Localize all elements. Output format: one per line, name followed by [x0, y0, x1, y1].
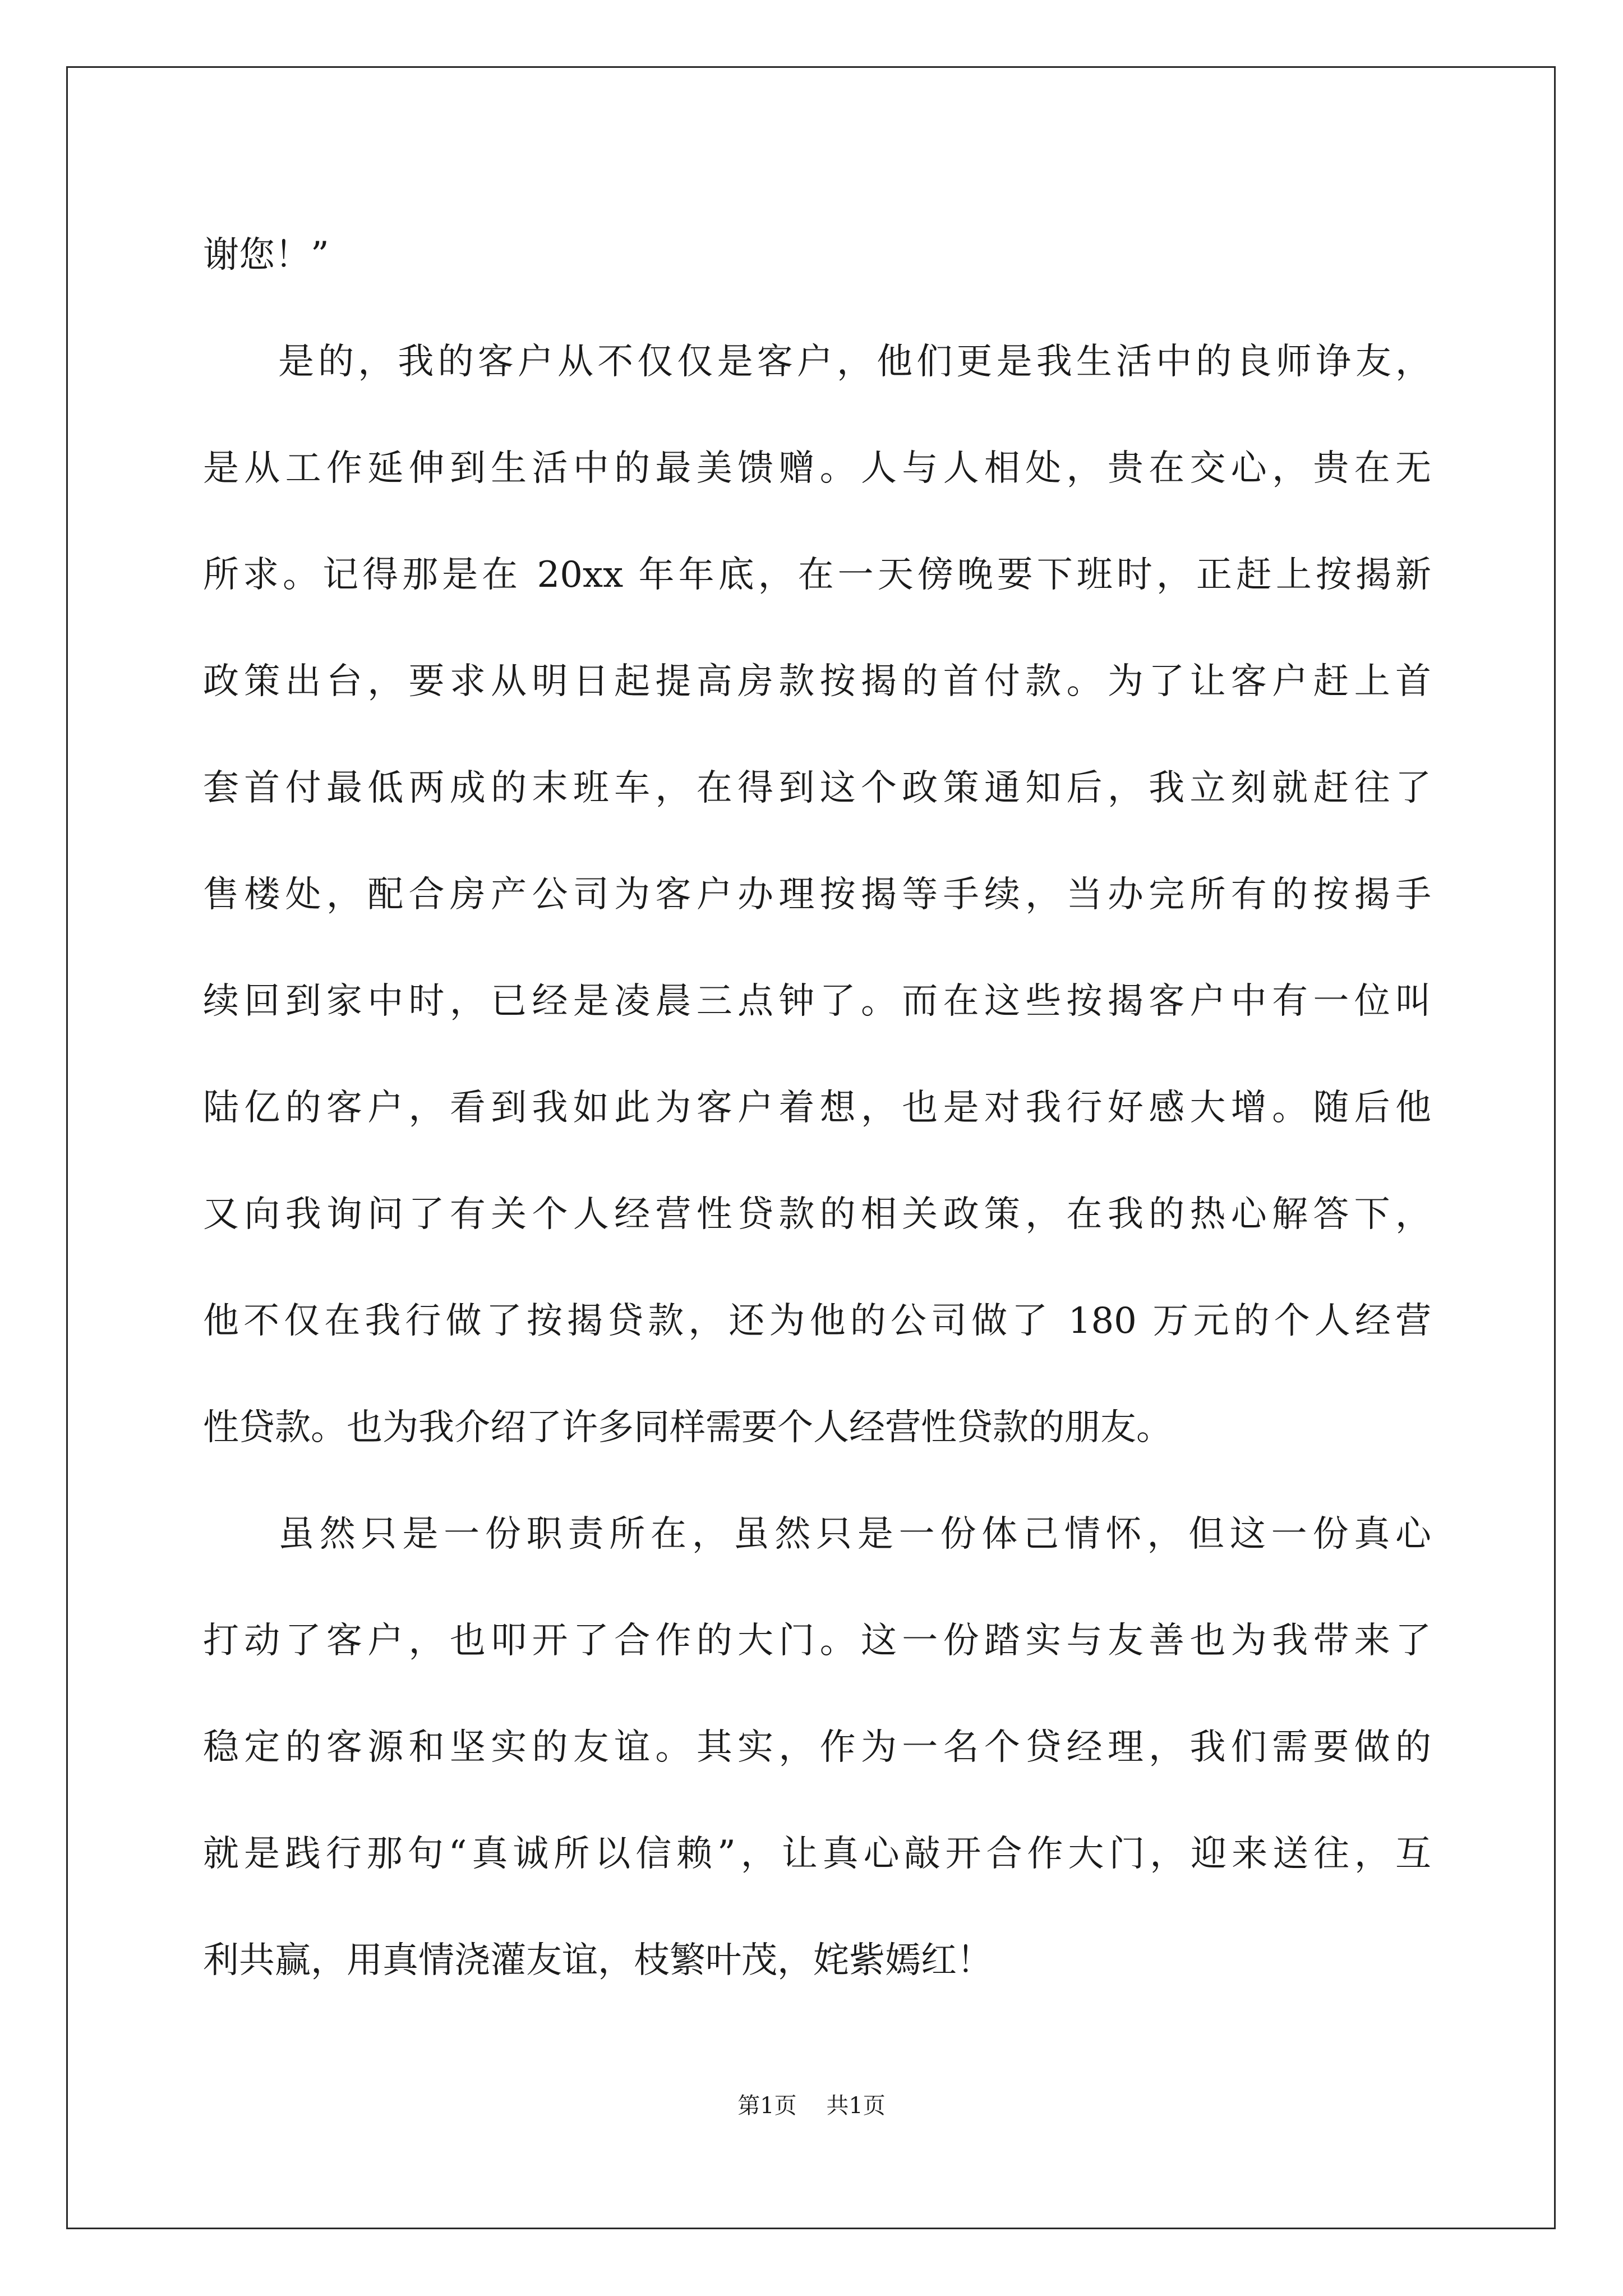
text-line: 售楼处，配合房产公司为客户办理按揭等手续，当办完所有的按揭手: [203, 874, 1431, 915]
text-line: 谢您！”: [203, 234, 329, 276]
text-line: 套首付最低两成的末班车，在得到这个政策通知后，我立刻就赶往了: [203, 767, 1431, 809]
text-line: 他不仅在我行做了按揭贷款，还为他的公司做了 180 万元的个人经营: [203, 1300, 1431, 1342]
document-body: [203, 202, 1431, 2014]
text-line: 是从工作延伸到生活中的最美馈赠。人与人相处，贵在交心，贵在无: [203, 448, 1431, 489]
text-line: 续回到家中时，已经是凌晨三点钟了。而在这些按揭客户中有一位叫: [203, 981, 1431, 1022]
text-line: 利共赢，用真情浇灌友谊，枝繁叶茂，姹紫嫣红！: [203, 1940, 993, 1981]
text-line: 稳定的客源和坚实的友谊。其实，作为一名个贷经理，我们需要做的: [203, 1727, 1431, 1768]
text-line: 虽然只是一份职责所在，虽然只是一份体己情怀，但这一份真心: [278, 1513, 1431, 1555]
text-line: 政策出台，要求从明日起提高房款按揭的首付款。为了让客户赶上首: [203, 661, 1431, 702]
text-line: 打动了客户，也叩开了合作的大门。这一份踏实与友善也为我带来了: [203, 1620, 1431, 1662]
text-line: 又向我询问了有关个人经营性贷款的相关政策，在我的热心解答下，: [203, 1194, 1431, 1235]
text-line: 陆亿的客户，看到我如此为客户着想，也是对我行好感大增。随后他: [203, 1087, 1431, 1129]
text-line: 就是践行那句“真诚所以信赖”，让真心敲开合作大门，迎来送往，互: [203, 1833, 1431, 1875]
text-line: 性贷款。也为我介绍了许多同样需要个人经营性贷款的朋友。: [203, 1407, 1172, 1448]
page-total: 共1页: [826, 2093, 886, 2119]
page-footer: [0, 2089, 1623, 2123]
text-line: 所求。记得那是在 20xx 年年底，在一天傍晚要下班时，正赶上按揭新: [203, 554, 1431, 596]
text-line: 是的，我的客户从不仅仅是客户，他们更是我生活中的良师诤友，: [278, 341, 1431, 383]
page-number: 第1页: [737, 2093, 797, 2119]
